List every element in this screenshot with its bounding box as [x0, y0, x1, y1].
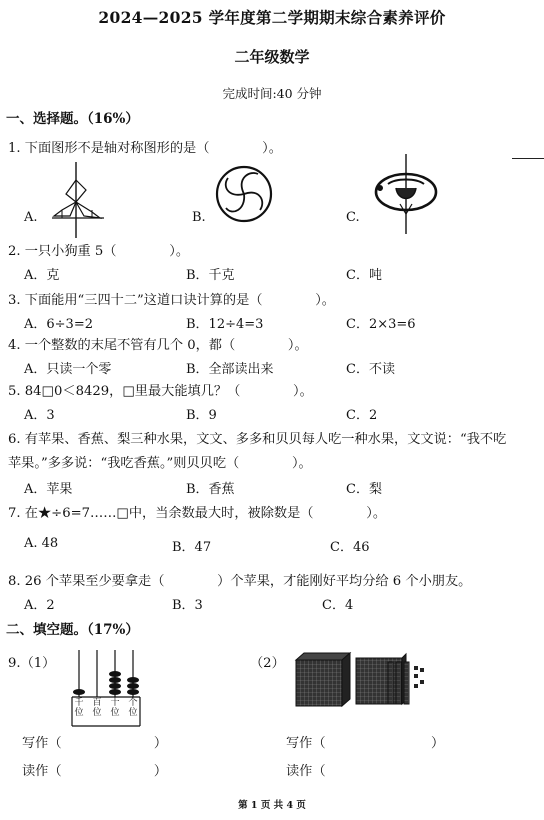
- place-label-ones: 个位: [128, 698, 138, 718]
- place-label-tens: 十位: [110, 698, 120, 718]
- question-9-part1-label: 9.（1）: [8, 656, 56, 671]
- q4-option-c: C．不读: [346, 362, 395, 377]
- section1-heading: 一、选择题。（16%）: [6, 111, 139, 127]
- abacus-bead: [73, 689, 85, 695]
- q9-part1-read: 读作（ ）: [22, 764, 168, 779]
- place-label-hundreds: 百位: [92, 698, 102, 718]
- q9-part2-write: 写作（ ）: [286, 736, 445, 751]
- figure-b-icon: [214, 164, 274, 224]
- q6-option-c: C．梨: [346, 482, 382, 497]
- question-8: 8. 26 个苹果至少要拿走（ ）个苹果，才能刚好平均分给 6 个小朋友。: [8, 574, 472, 589]
- q1-option-a: A.: [24, 210, 38, 225]
- q4-option-a: A．只读一个零: [24, 362, 112, 377]
- abacus-bead: [127, 689, 139, 695]
- q7-option-c: C．46: [330, 540, 370, 555]
- q2-option-a: A．克: [24, 268, 60, 283]
- q7-option-b: B．47: [172, 540, 212, 555]
- q3-option-b: B．12÷4=3: [186, 317, 264, 332]
- q8-option-c: C．4: [322, 598, 354, 613]
- margin-line: [512, 158, 544, 159]
- page-number: 第 1 页 共 4 页: [238, 800, 306, 811]
- question-7: 7. 在★÷6=7……□中，当余数最大时，被除数是（ ）。: [8, 506, 387, 521]
- base-ten-blocks-icon: [296, 652, 436, 712]
- q1-option-b: B.: [192, 210, 206, 225]
- q8-option-a: A．2: [24, 598, 55, 613]
- page-title: 2024—2025 学年度第二学期期末综合素养评价: [98, 8, 446, 27]
- question-3: 3. 下面能用“三四十二”这道口诀计算的是（ ）。: [8, 293, 335, 308]
- q9-part1-write: 写作（ ）: [22, 736, 168, 751]
- abacus-bead: [127, 683, 139, 689]
- q5-option-a: A．3: [24, 408, 55, 423]
- q2-option-b: B．千克: [186, 268, 235, 283]
- abacus-place-labels: [72, 698, 140, 718]
- q8-option-b: B．3: [172, 598, 203, 613]
- q2-option-c: C．吨: [346, 268, 382, 283]
- question-9-part2-label: （2）: [250, 656, 285, 671]
- abacus-bead: [109, 671, 121, 677]
- question-2: 2. 一只小狗重 5（ ）。: [8, 244, 190, 259]
- question-1: 1. 下面图形不是轴对称图形的是（ ）。: [8, 141, 282, 156]
- q7-option-a: A. 48: [24, 536, 59, 551]
- figure-a-icon: [48, 160, 112, 240]
- q4-option-b: B．全部读出来: [186, 362, 274, 377]
- q6-option-a: A．苹果: [24, 482, 73, 497]
- time-limit: 完成时间:40 分钟: [222, 86, 322, 101]
- abacus-bead: [109, 689, 121, 695]
- q6-option-b: B．香蕉: [186, 482, 235, 497]
- section2-heading: 二、填空题。（17%）: [6, 622, 139, 638]
- q3-option-c: C．2×3=6: [346, 317, 416, 332]
- q5-option-c: C．2: [346, 408, 378, 423]
- abacus-bead: [109, 683, 121, 689]
- page-subtitle: 二年级数学: [234, 48, 310, 66]
- q5-option-b: B．9: [186, 408, 217, 423]
- question-6-continued: 苹果。”多多说：“我吃香蕉。”则贝贝吃（ ）。: [8, 456, 312, 471]
- question-6: 6. 有苹果、香蕉、梨三种水果，文文、多多和贝贝每人吃一种水果，文文说：“我不吃: [8, 432, 507, 447]
- q1-option-c: C.: [346, 210, 360, 225]
- q9-part2-read: 读作（: [286, 764, 326, 779]
- figure-c-icon: [366, 152, 446, 236]
- abacus-bead: [109, 677, 121, 683]
- question-5: 5. 84□0＜8429，□里最大能填几？（ ）。: [8, 384, 313, 399]
- abacus-bead: [127, 677, 139, 683]
- q3-option-a: A．6÷3=2: [24, 317, 93, 332]
- question-4: 4. 一个整数的末尾不管有几个 0，都（ ）。: [8, 338, 308, 353]
- place-label-thousands: 千位: [74, 698, 84, 718]
